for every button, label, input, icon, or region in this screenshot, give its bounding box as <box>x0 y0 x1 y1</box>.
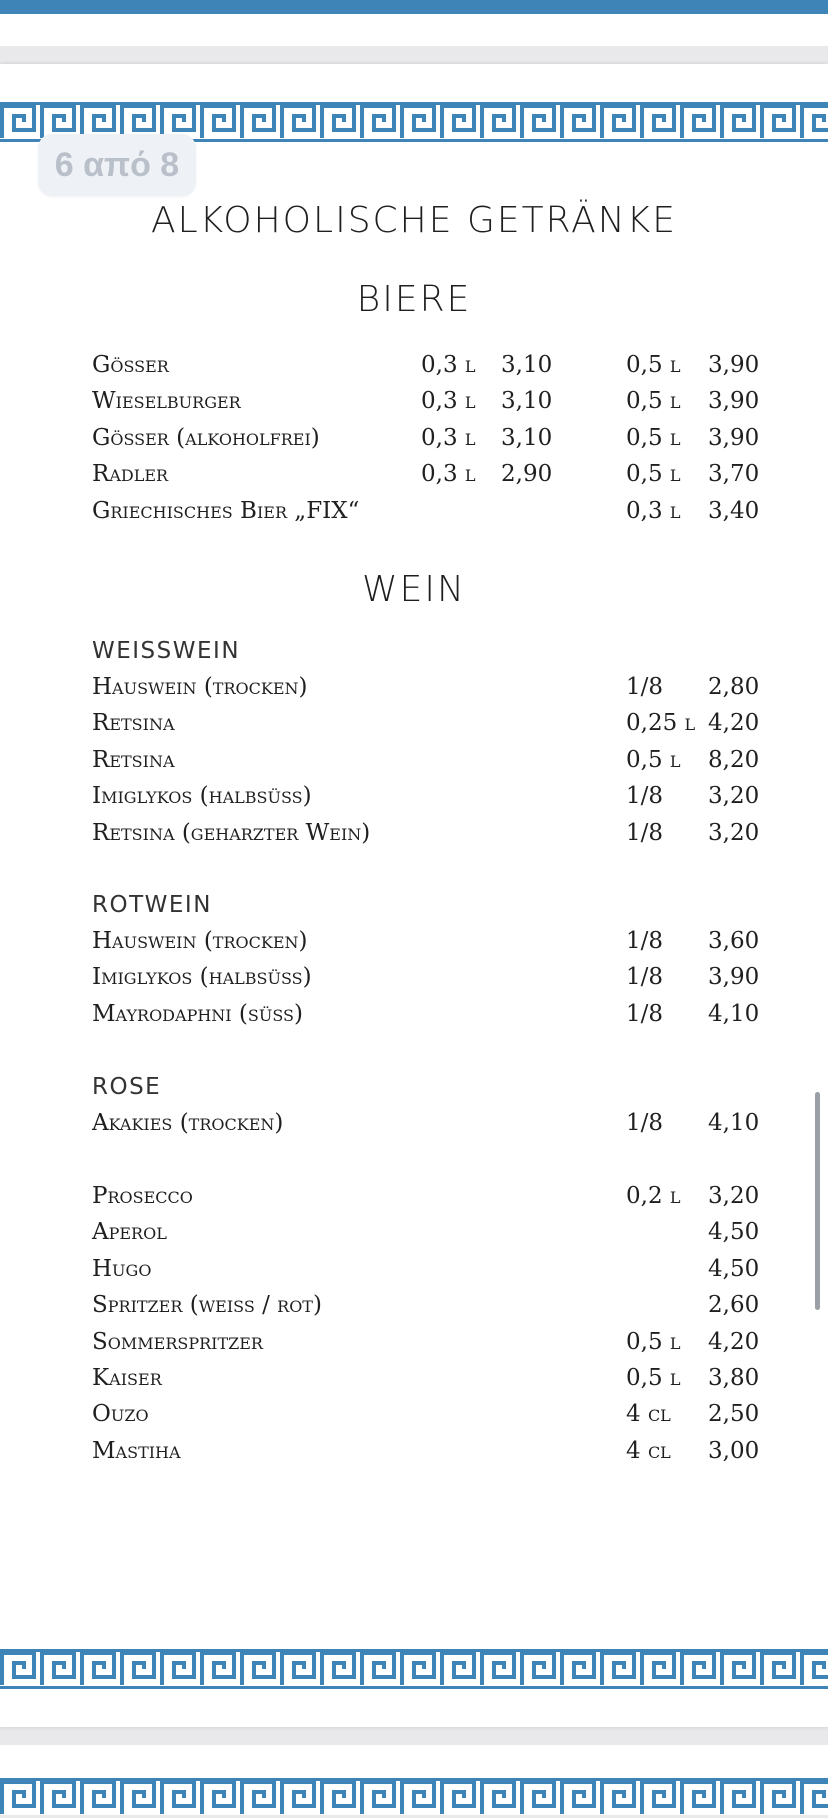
item-size-small: 0,3 l <box>421 461 476 488</box>
subheading-rose: ROSE <box>92 1074 162 1100</box>
item-size-small: 0,3 l <box>421 388 476 415</box>
item-size: 0,25 l <box>626 710 696 737</box>
item-size: 1/8 <box>626 1110 664 1136</box>
item-price: 3,20 <box>708 783 760 810</box>
item-name: Retsina (geharzter Wein) <box>92 819 371 846</box>
previous-page-bottom <box>0 0 828 46</box>
menu-row <box>0 388 828 424</box>
item-size-large: 0,3 l <box>626 497 681 524</box>
item-size: 1/8 <box>626 928 664 954</box>
greek-key-border-icon <box>0 1649 828 1689</box>
menu-row <box>0 1438 828 1474</box>
item-price-large: 3,90 <box>708 424 760 451</box>
item-price: 2,80 <box>708 674 760 700</box>
item-price: 4,50 <box>708 1219 760 1246</box>
item-price-small: 3,10 <box>501 388 553 415</box>
item-size-large: 0,5 l <box>626 461 681 488</box>
item-size: 4 cl <box>626 1401 671 1428</box>
menu-row <box>0 352 828 388</box>
item-name: Sommerspritzer <box>92 1328 263 1355</box>
item-size: 1/8 <box>626 1000 664 1027</box>
scrollbar-thumb[interactable] <box>815 1092 820 1310</box>
item-size-small: 0,3 l <box>421 352 476 378</box>
item-price: 4,20 <box>708 1328 760 1355</box>
item-name: Kaiser <box>92 1365 162 1391</box>
item-size: 0,5 l <box>626 746 681 773</box>
item-price: 4,20 <box>708 710 760 737</box>
item-size-large: 0,5 l <box>626 352 681 378</box>
item-price-large: 3,90 <box>708 388 760 415</box>
menu-row <box>0 783 828 819</box>
greek-key-border-icon <box>0 0 828 14</box>
item-name: Aperol <box>92 1219 167 1246</box>
item-price-small: 3,10 <box>501 424 553 451</box>
subheading-rotwein: ROTWEIN <box>92 892 212 918</box>
item-size: 1/8 <box>626 964 664 991</box>
item-price: 3,00 <box>708 1437 760 1464</box>
item-name: Hauswein (trocken) <box>92 674 308 700</box>
item-name: Spritzer (weiss / rot) <box>92 1292 322 1319</box>
next-page-top <box>0 1745 828 1792</box>
item-name: Griechisches Bier „FIX“ <box>92 497 360 524</box>
item-price: 4,10 <box>708 1110 760 1136</box>
item-size: 1/8 <box>626 819 664 846</box>
item-name: Retsina <box>92 746 175 773</box>
item-price: 2,60 <box>708 1292 760 1319</box>
item-price: 3,90 <box>708 964 760 991</box>
item-name: Radler <box>92 461 169 488</box>
item-price: 4,50 <box>708 1255 760 1282</box>
item-size: 0,5 l <box>626 1365 681 1391</box>
menu-row <box>0 674 828 710</box>
item-size: 0,2 l <box>626 1183 681 1209</box>
item-name: Gösser (alkoholfrei) <box>92 424 320 451</box>
item-name: Gösser <box>92 352 169 378</box>
item-price: 3,20 <box>708 819 760 846</box>
menu-row <box>0 1219 828 1255</box>
item-price: 8,20 <box>708 746 760 773</box>
item-price-small: 3,10 <box>501 352 553 378</box>
menu-row <box>0 1365 828 1401</box>
subheading-weisswein: WEISSWEIN <box>92 638 241 664</box>
menu-row <box>0 1183 828 1219</box>
item-size-large: 0,5 l <box>626 424 681 451</box>
item-price: 2,50 <box>708 1401 760 1428</box>
item-price: 3,20 <box>708 1183 760 1209</box>
menu-row <box>0 1401 828 1437</box>
item-size: 1/8 <box>626 783 664 810</box>
section-title-biere: BIERE <box>356 279 472 320</box>
item-name: Hugo <box>92 1255 152 1282</box>
item-price: 3,60 <box>708 928 760 954</box>
menu-row <box>0 1329 828 1365</box>
page-indicator-badge: 6 από 8 <box>38 134 196 196</box>
menu-row <box>0 1256 828 1292</box>
menu-row <box>0 964 828 1000</box>
item-price: 3,80 <box>708 1365 760 1391</box>
item-size-small: 0,3 l <box>421 424 476 451</box>
item-size: 4 cl <box>626 1437 671 1464</box>
page-title: ALKOHOLISCHE GETRÄNKE <box>150 200 678 241</box>
item-size: 0,5 l <box>626 1328 681 1355</box>
greek-key-border-icon <box>0 1778 828 1818</box>
item-price-large: 3,90 <box>708 352 760 378</box>
menu-row <box>0 1292 828 1328</box>
menu-row <box>0 928 828 964</box>
item-name: Akakies (trocken) <box>92 1110 284 1136</box>
item-name: Imiglykos (halbsüss) <box>92 964 312 991</box>
item-price-large: 3,40 <box>708 497 760 524</box>
item-size-large: 0,5 l <box>626 388 681 415</box>
menu-row <box>0 425 828 461</box>
item-name: Ouzo <box>92 1401 149 1428</box>
menu-row <box>0 747 828 783</box>
menu-row <box>0 710 828 746</box>
menu-row <box>0 498 828 534</box>
item-name: Hauswein (trocken) <box>92 928 308 954</box>
item-name: Mastiha <box>92 1437 181 1464</box>
item-price-small: 2,90 <box>501 461 553 488</box>
item-size: 1/8 <box>626 674 664 700</box>
menu-row <box>0 461 828 497</box>
menu-row <box>0 1110 828 1146</box>
menu-row <box>0 1001 828 1037</box>
item-name: Mayrodaphni (süss) <box>92 1000 303 1027</box>
item-name: Wieselburger <box>92 388 241 415</box>
item-name: Prosecco <box>92 1183 193 1209</box>
item-price-large: 3,70 <box>708 461 760 488</box>
section-title-wein: WEIN <box>362 569 466 610</box>
menu-row <box>0 820 828 856</box>
item-price: 4,10 <box>708 1000 760 1027</box>
item-name: Imiglykos (halbsüss) <box>92 783 312 810</box>
item-name: Retsina <box>92 710 175 737</box>
